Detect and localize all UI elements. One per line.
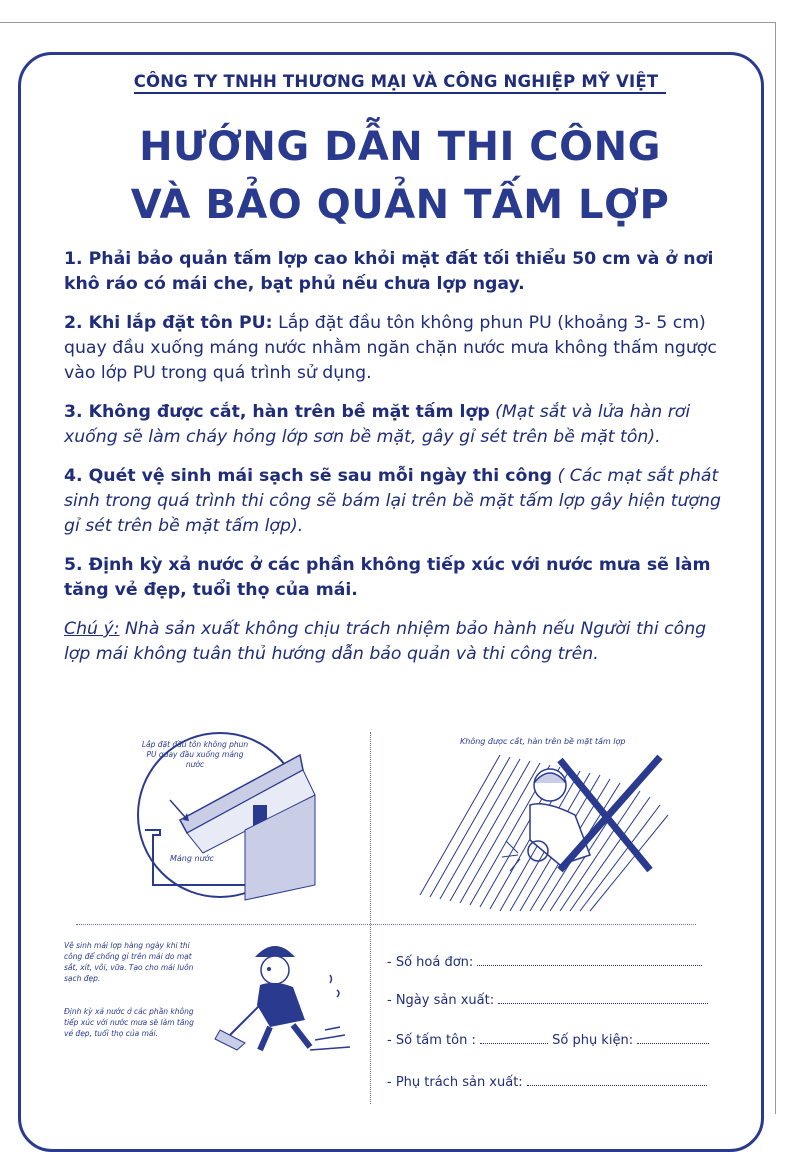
care-text-2: Định kỳ xả nước ở các phần không tiếp xúc với nước mưa sẽ làm tăng vẻ đẹp, tuổi thọ của mái. bbox=[64, 1007, 194, 1038]
vertical-divider bbox=[370, 732, 371, 1104]
care-text-1: Vệ sinh mái lợp hàng ngày khi thi công để chống gỉ trên mái do mạt sắt, xít, vôi, vữa. Tạo cho mái luôn sạch đẹp. bbox=[64, 941, 194, 983]
no-cut-label: Không được cắt, hàn trên bề mặt tấm lợp bbox=[460, 737, 626, 746]
disclaimer-text: Nhà sản xuất không chịu trách nhiệm bảo hành nếu Người thi công lợp mái không tuân thủ hướng dẫn bảo quản và thi công trên. bbox=[64, 619, 707, 664]
production-date-field[interactable] bbox=[498, 991, 708, 1004]
accessory-count-field[interactable] bbox=[637, 1031, 709, 1044]
sheet-count-field[interactable] bbox=[480, 1031, 548, 1044]
instruction-3-note: (Mạt sắt và lửa hàn rơi xuống sẽ làm cháy hỏng lớp sơn bề mặt, gây gỉ sét trên bề mặt tôn). bbox=[64, 402, 691, 447]
title-line-2: VÀ BẢO QUẢN TẤM LỢP bbox=[130, 182, 670, 228]
date-row bbox=[387, 991, 708, 1008]
manager-row bbox=[387, 1073, 707, 1090]
instruction-4-note: ( Các mạt sắt phát sinh trong quá trình thi công sẽ bám lại trên bề mặt tấm lợp gây hiện tượng gỉ sét trên bề mặt tấm lợp). bbox=[64, 466, 721, 536]
accessory-count-label: Số phụ kiện: bbox=[552, 1033, 634, 1048]
invoice-field[interactable] bbox=[477, 953, 702, 966]
instruction-1: 1. Phải bảo quản tấm lợp cao khỏi mặt đất tối thiểu 50 cm và ở nơi khô ráo có mái che, bạt phủ nếu chưa lợp ngay. bbox=[64, 249, 714, 294]
sheet-count-label: - Số tấm tôn : bbox=[387, 1033, 476, 1048]
production-manager-field[interactable] bbox=[527, 1073, 707, 1086]
production-date-label: - Ngày sản xuất: bbox=[387, 993, 495, 1008]
gutter-label: Máng nước bbox=[170, 854, 214, 863]
instruction-2-text: Lắp đặt đầu tôn không phun PU (khoảng 3- 5 cm) quay đầu xuống máng nước nhằm ngăn chặn nước mưa không thấm ngược vào lớp PU trong quá trình sử dụng. bbox=[64, 313, 717, 383]
disclaimer-label: Chú ý: bbox=[64, 619, 120, 639]
title-line-1: HƯỚNG DẪN THI CÔNG bbox=[139, 124, 661, 170]
invoice-row bbox=[387, 953, 702, 970]
instruction-2-lead: 2. Khi lắp đặt tôn PU: bbox=[64, 313, 273, 333]
sweeping-worker-illustration bbox=[215, 935, 355, 1060]
instruction-4-lead: 4. Quét vệ sinh mái sạch sẽ sau mỗi ngày thi công bbox=[64, 466, 553, 486]
production-manager-label: - Phụ trách sản xuất: bbox=[387, 1075, 523, 1090]
pu-label: Lắp đặt đầu tôn không phun PU quay đầu xuống máng nước bbox=[141, 740, 249, 769]
invoice-label: - Số hoá đơn: bbox=[387, 955, 474, 970]
product-record-form bbox=[387, 0, 707, 1114]
instruction-5: 5. Định kỳ xả nước ở các phần không tiếp xúc với nước mưa sẽ làm tăng vẻ đẹp, tuổi thọ của mái. bbox=[64, 555, 711, 600]
instruction-3-lead: 3. Không được cắt, hàn trên bề mặt tấm lợp bbox=[64, 402, 490, 422]
sheets-row bbox=[387, 1031, 709, 1048]
company-name: CÔNG TY TNHH THƯƠNG MẠI VÀ CÔNG NGHIỆP MỸ VIỆT bbox=[0, 72, 800, 91]
